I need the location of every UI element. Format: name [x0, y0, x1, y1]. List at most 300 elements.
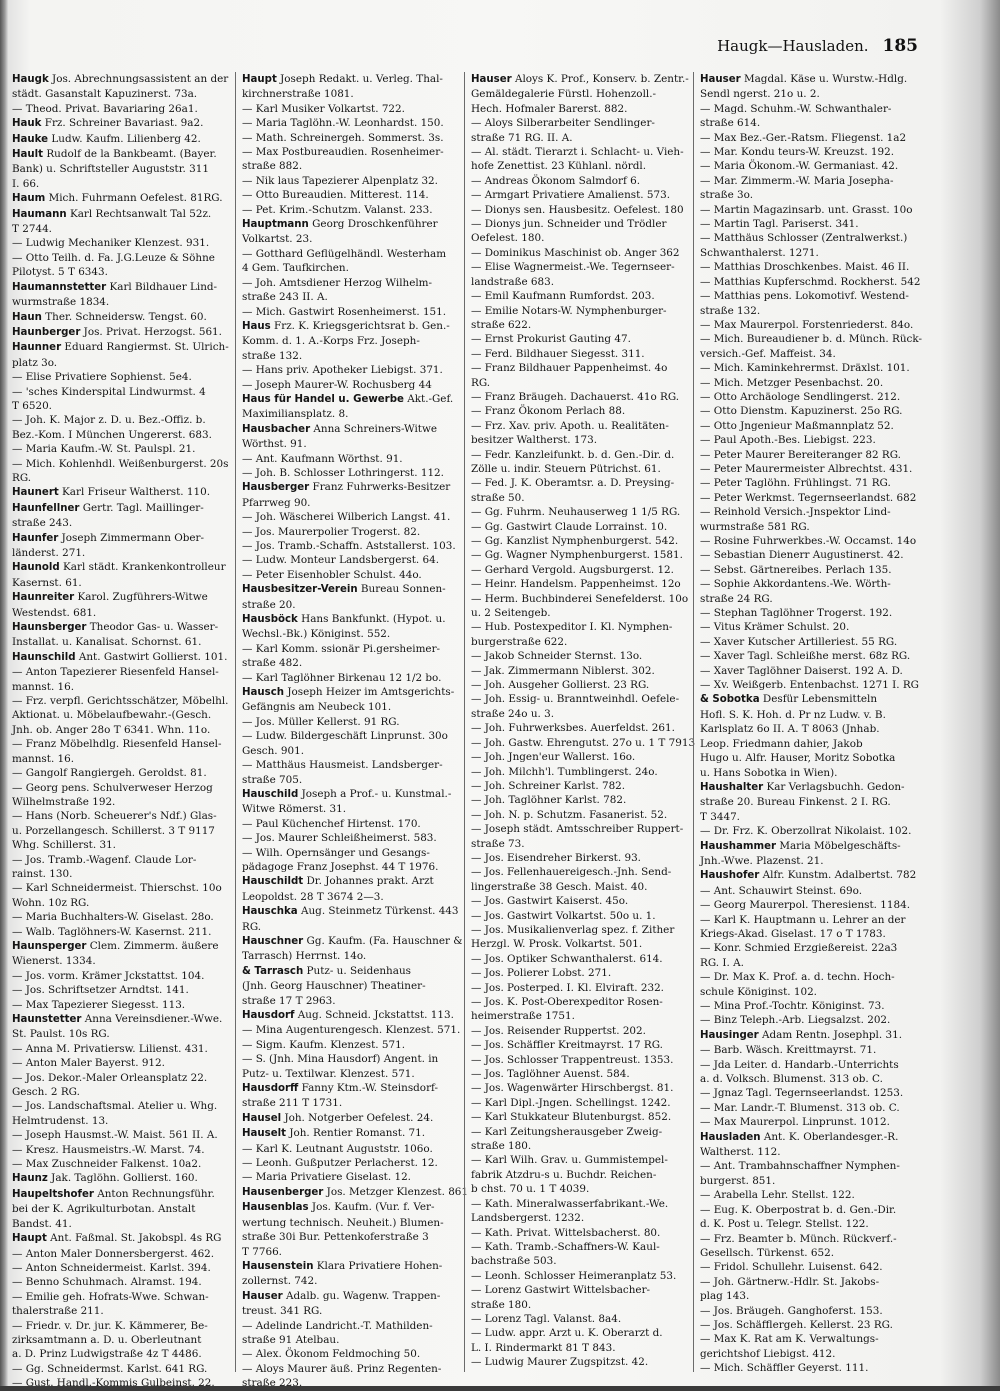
entry-surname: Haunstetter	[12, 1014, 82, 1025]
directory-entry	[700, 620, 918, 634]
directory-entry	[471, 1197, 689, 1211]
directory-entry	[242, 510, 460, 524]
entry-surname: Hausbesitzer-Verein	[242, 584, 358, 596]
entry-text: — Jos. Müller Kellerst. 91 RG.	[242, 715, 400, 728]
directory-entry	[700, 868, 918, 883]
directory-entry	[471, 1211, 689, 1225]
directory-entry	[471, 548, 689, 562]
directory-entry	[700, 606, 918, 620]
entry-surname: Hausenberger	[242, 1186, 324, 1198]
entry-text: Gefängnis am Neubeck 101.	[242, 701, 392, 714]
entry-text: — Karl K. Hauptmann u. Lehrer an der	[700, 913, 906, 926]
directory-entry	[471, 491, 689, 505]
entry-surname: Haunschild	[12, 651, 76, 663]
entry-text: — Gg. Wagner Nymphenburgerst. 1581.	[471, 549, 683, 562]
directory-entry	[242, 1156, 460, 1170]
directory-entry	[12, 1012, 231, 1027]
entry-text: Wienerst. 1334.	[12, 955, 96, 968]
directory-entry	[242, 72, 460, 87]
entry-surname: Haunz	[12, 1173, 48, 1185]
directory-entry	[471, 131, 689, 145]
directory-entry	[12, 737, 231, 751]
entry-text: — Peter Taglöhn. Frühlingst. 71 RG.	[700, 477, 891, 490]
entry-text: — Joh. N. p. Schutzm. Fasanerist. 52.	[471, 808, 668, 821]
directory-entry	[242, 217, 460, 232]
entry-text: Anton Rechnungsführ.	[97, 1187, 215, 1200]
entry-text: — Jos. vorm. Krämer Jckstattst. 104.	[12, 969, 205, 982]
entry-text: Gesellsch. Türkenst. 652.	[700, 1246, 835, 1259]
entry-text: — Emilie Notars-W. Nymphenburger-	[471, 304, 667, 317]
entry-surname: Haupt	[12, 1233, 47, 1245]
directory-columns	[6, 72, 922, 1390]
entry-text: kirchnerstraße 1081.	[242, 88, 354, 101]
entry-text: straße 24 RG.	[700, 592, 773, 605]
entry-text: — Dr. Max K. Prof. a. d. techn. Hoch-	[700, 971, 895, 984]
directory-entry	[242, 422, 460, 437]
directory-entry	[471, 880, 689, 894]
entry-text: — Fridol. Schullehr. Luisenst. 642.	[700, 1261, 883, 1274]
directory-entry	[700, 635, 918, 649]
directory-entry	[471, 332, 689, 346]
entry-text: — Jos. Maurer Schleißheimerst. 583.	[242, 832, 437, 845]
directory-entry	[242, 612, 460, 627]
entry-text: — Joh. Ausgeher Gollierst. 23 RG.	[471, 679, 650, 692]
directory-entry	[471, 1341, 689, 1355]
entry-text: — Matthias Droschkenbes. Maist. 46 II.	[700, 261, 910, 274]
directory-entry	[242, 261, 460, 275]
entry-text: Gertr. Tagl. Maillinger-	[82, 501, 204, 514]
directory-entry	[700, 491, 918, 505]
directory-entry	[12, 1362, 231, 1376]
directory-entry	[242, 1067, 460, 1081]
directory-entry	[471, 289, 689, 303]
entry-text: — Anton Maler Donnersbergerst. 462.	[12, 1247, 215, 1260]
directory-entry	[700, 898, 918, 912]
entry-text: Aloys K. Prof., Konserv. b. Zentr.-	[514, 73, 689, 85]
directory-entry	[700, 985, 918, 999]
directory-entry	[242, 802, 460, 816]
entry-text: — Mar. Landr.-T. Blumenst. 313 ob. C.	[700, 1101, 900, 1114]
entry-text: — Jos. Wagenwärter Hirschbergst. 81.	[471, 1082, 674, 1095]
directory-entry	[242, 145, 460, 159]
entry-text: — Max Tapezierer Siegesst. 113.	[12, 998, 186, 1011]
directory-entry	[242, 627, 460, 641]
directory-entry	[12, 590, 231, 605]
directory-entry	[242, 817, 460, 831]
entry-surname: Hauptmann	[242, 219, 309, 231]
directory-entry	[242, 525, 460, 539]
entry-text: straße 132.	[700, 304, 761, 317]
directory-entry	[242, 188, 460, 202]
directory-entry	[12, 531, 231, 546]
entry-text: wurmstraße 1834.	[12, 296, 110, 309]
entry-text: Eduard Rangiermst. St. Ulrich-	[64, 341, 229, 354]
directory-entry	[242, 1333, 460, 1347]
entry-text: Karl städt. Krankenkontrolleur	[63, 561, 226, 574]
directory-entry	[700, 854, 918, 868]
entry-text: Hech. Hofmaler Barerst. 882.	[471, 102, 628, 115]
directory-entry	[471, 1110, 689, 1124]
directory-column-2	[235, 72, 469, 1390]
directory-entry	[700, 810, 918, 824]
entry-text: — Ludw. appr. Arzt u. K. Oberarzt d.	[471, 1327, 663, 1340]
directory-entry	[242, 466, 460, 480]
entry-text: treust. 341 RG.	[242, 1305, 323, 1318]
directory-entry	[242, 1347, 460, 1361]
directory-entry	[471, 721, 689, 735]
directory-entry	[700, 884, 918, 898]
entry-text: straße 180.	[471, 1140, 532, 1153]
directory-entry	[471, 203, 689, 217]
entry-text: — Joh. Essig- u. Branntweinhdl. Oefele-	[471, 693, 680, 706]
directory-entry	[12, 457, 231, 471]
entry-text: — Kresz. Hausmeistrs.-W. Marst. 74.	[12, 1143, 205, 1156]
entry-text: — Maria Taglöhn.-W. Leonhardst. 150.	[242, 117, 444, 130]
directory-entry	[700, 795, 918, 809]
directory-entry	[700, 1188, 918, 1202]
entry-text: Dr. Johannes prakt. Arzt	[306, 875, 434, 888]
entry-text: — Joh. Taglöhner Karlst. 782.	[471, 794, 627, 807]
entry-text: — Joh. Schreiner Karlst. 782.	[471, 779, 626, 792]
directory-entry	[700, 1013, 918, 1027]
entry-text: Anna Schreiners-Witwe	[313, 422, 437, 435]
entry-text: lingerstraße 38 Gesch. Maist. 40.	[471, 880, 648, 893]
directory-entry	[242, 1142, 460, 1156]
entry-text: — Ludwig Maurer Zugspitzst. 42.	[471, 1356, 649, 1369]
directory-entry	[471, 1269, 689, 1283]
directory-column-4	[693, 72, 922, 1375]
entry-text: straße 622.	[471, 318, 532, 331]
entry-text: — Karl K. Leutnant Auguststr. 106o.	[242, 1142, 433, 1155]
directory-entry	[700, 664, 918, 678]
entry-text: Georg Droschkenführer	[312, 218, 438, 231]
entry-text: Hofl. S. K. Hoh. d. Pr nz Ludw. v. B.	[700, 708, 886, 721]
directory-entry	[12, 325, 231, 340]
entry-text: T 3447.	[700, 810, 740, 823]
entry-text: — Max Maurerpol. Forstenriederst. 84o.	[700, 318, 914, 331]
entry-text: — Jakob Schneider Sternst. 13o.	[471, 650, 643, 663]
directory-entry	[471, 750, 689, 764]
entry-text: — Jos. Musikalienverlag spez. f. Zither	[471, 923, 675, 936]
entry-text: straße 91 Atelbau.	[242, 1333, 340, 1346]
entry-text: — Maria Ökonom.-W. Germaniast. 42.	[700, 160, 899, 173]
directory-entry	[242, 102, 460, 116]
entry-text: Wörthst. 91.	[242, 438, 307, 451]
directory-entry	[700, 246, 918, 260]
directory-entry	[12, 102, 231, 116]
directory-entry	[242, 920, 460, 934]
directory-entry	[242, 582, 460, 597]
page-header	[717, 36, 918, 60]
directory-column-1	[6, 72, 235, 1390]
entry-text: — Aloys Silberarbeiter Sendlinger-	[471, 117, 655, 130]
entry-text: — Gg. Schneidermst. Karlst. 641 RG.	[12, 1362, 208, 1375]
entry-text: bachstraße 503.	[471, 1255, 557, 1268]
directory-entry	[12, 132, 231, 147]
entry-text: Tarrasch) Herrnst. 14o.	[242, 950, 367, 963]
entry-text: Pilotyst. 5 T 6343.	[12, 266, 108, 279]
entry-surname: Haunreiter	[12, 592, 75, 604]
entry-text: Ther. Schneidersw. Tengst. 60.	[45, 310, 207, 323]
entry-surname: Haugk	[12, 74, 49, 85]
entry-text: — Xaver Kutscher Artilleriest. 55 RG.	[700, 635, 898, 648]
directory-entry	[471, 376, 689, 390]
directory-entry	[700, 1318, 918, 1332]
entry-text: Aug. Schneid. Jckstattst. 113.	[297, 1009, 454, 1021]
directory-entry	[242, 744, 460, 758]
directory-entry	[12, 399, 231, 413]
directory-entry	[242, 1259, 460, 1274]
entry-text: — Maria Buchhalters-W. Giselast. 28o.	[12, 911, 214, 924]
directory-entry	[242, 758, 460, 772]
directory-entry	[242, 87, 460, 101]
entry-text: — Jos. Maurerpolier Trogerst. 82.	[242, 525, 421, 538]
entry-text: straße 243 II. A.	[242, 291, 328, 304]
entry-text: Maria Möbelgeschäfts-	[779, 839, 901, 852]
directory-entry	[700, 1260, 918, 1274]
entry-text: straße 73.	[471, 837, 525, 850]
entry-text: — Frz. Xav. priv. Apoth. u. Realitäten-	[471, 419, 669, 432]
directory-entry	[242, 1111, 460, 1126]
directory-entry	[242, 979, 460, 993]
directory-entry	[700, 419, 918, 433]
directory-entry	[700, 159, 918, 173]
directory-entry	[471, 952, 689, 966]
directory-entry	[700, 678, 918, 692]
entry-text: a. d. Volksch. Blumenst. 313 ob. C.	[700, 1073, 883, 1086]
entry-surname: Haunsperger	[12, 940, 87, 952]
entry-text: Joh. Rentier Romanst. 71.	[289, 1127, 426, 1140]
directory-entry	[242, 671, 460, 685]
directory-entry	[471, 404, 689, 418]
entry-text: — Gg. Kanzlist Nymphenburgerst. 542.	[471, 535, 679, 547]
entry-text: Bureau Sonnen-	[360, 583, 446, 596]
directory-entry	[12, 207, 231, 222]
directory-entry	[700, 1203, 918, 1217]
directory-entry	[242, 831, 460, 845]
entry-text: Hans Bankfunkt. (Hypot. u.	[301, 613, 446, 626]
entry-text: — Mich. Kaminkehrermst. Dräxlst. 101.	[700, 362, 910, 375]
directory-entry	[242, 1230, 460, 1244]
entry-surname: Hausböck	[242, 614, 298, 626]
directory-entry	[12, 560, 231, 575]
directory-entry	[471, 231, 689, 245]
directory-entry	[700, 941, 918, 955]
directory-entry	[12, 896, 231, 910]
directory-entry	[12, 1187, 231, 1202]
directory-entry	[471, 865, 689, 879]
entry-text: straße 20.	[242, 598, 296, 611]
directory-entry	[12, 795, 231, 809]
directory-entry	[700, 1072, 918, 1086]
entry-text: — Gotthard Geflügelhändl. Westerham	[242, 247, 447, 260]
entry-surname: Hault	[12, 149, 44, 161]
directory-entry	[242, 247, 460, 261]
directory-entry	[242, 949, 460, 963]
entry-surname: Hausel	[242, 1112, 282, 1124]
directory-entry	[471, 462, 689, 476]
entry-text: — Elise Wagnermeist.-We. Tegernseer-	[471, 261, 675, 274]
directory-entry	[242, 1185, 469, 1200]
entry-text: straße 705.	[242, 773, 303, 786]
entry-text: — Franz Bildhauer Pappenheimst. 4o	[471, 362, 668, 375]
directory-entry	[12, 1143, 231, 1157]
directory-entry	[471, 476, 689, 490]
directory-entry	[471, 1053, 689, 1067]
directory-entry	[242, 553, 460, 567]
entry-surname: Hausenstein	[242, 1260, 314, 1272]
directory-entry	[471, 390, 689, 404]
directory-entry	[700, 304, 918, 318]
entry-text: Waltherst. 112.	[700, 1146, 781, 1159]
entry-text: — Konr. Schmied Erzgießereist. 22a3	[700, 942, 898, 955]
directory-entry	[700, 708, 918, 722]
entry-text: Jos. Privat. Herzogst. 561.	[83, 325, 222, 338]
entry-text: — Benno Schuhmach. Alramst. 194.	[12, 1276, 202, 1289]
entry-text: — Ernst Prokurist Gauting 47.	[471, 333, 631, 346]
directory-entry	[12, 1247, 231, 1261]
directory-entry	[242, 1245, 460, 1259]
entry-text: — Franz Bräugeh. Dachauerst. 41o RG.	[471, 390, 680, 403]
directory-entry	[471, 620, 689, 634]
entry-text: Aug. Steinmetz Türkenst. 443	[300, 905, 459, 918]
entry-text: T 7766.	[242, 1245, 282, 1258]
entry-text: Bez.-Kom. I München Ungererst. 683.	[12, 428, 212, 441]
directory-entry	[700, 72, 918, 87]
directory-entry	[242, 773, 460, 787]
entry-text: — Aloys Maurer äuß. Prinz Regenten-	[242, 1362, 442, 1375]
entry-surname: Hauschka	[242, 906, 298, 918]
directory-entry	[471, 592, 689, 606]
entry-text: — Jos. Gastwirt Volkartst. 50o u. 1.	[471, 909, 656, 922]
entry-text: — Jos. Schäffler Kreitmayrst. 17 RG.	[471, 1039, 663, 1052]
entry-text: — Pet. Krim.-Schutzm. Valanst. 233.	[242, 203, 433, 216]
entry-text: u. Hans Sobotka in Wien).	[700, 766, 838, 779]
entry-text: besitzer Waltherst. 173.	[471, 434, 598, 447]
directory-entry	[12, 1347, 231, 1361]
entry-text: — Arabella Lehr. Stellst. 122.	[700, 1189, 855, 1202]
directory-entry	[700, 563, 918, 577]
entry-text: straße 30i Bur. Pettenkoferstraße 3	[242, 1231, 429, 1244]
entry-text: — Jos. Eisendreher Birkerst. 93.	[471, 851, 641, 864]
directory-entry	[12, 236, 231, 250]
entry-text: zollernst. 742.	[242, 1275, 318, 1288]
directory-entry	[242, 1200, 460, 1215]
entry-text: — Dionys sen. Hausbesitz. Oefelest. 180	[471, 203, 684, 216]
entry-surname: Haunner	[12, 342, 62, 354]
directory-entry	[471, 909, 689, 923]
entry-text: St. Paulst. 10s RG.	[12, 1028, 110, 1041]
entry-text: Alfr. Kunstm. Adalbertst. 782	[762, 869, 917, 882]
entry-text: — Karl Zeitungsherausgeber Zweig-	[471, 1125, 663, 1138]
directory-entry	[242, 334, 460, 348]
entry-text: — Mar. Zimmerm.-W. Maria Josepha-	[700, 174, 894, 187]
entry-text: Oefelest. 180.	[471, 232, 545, 245]
directory-entry	[12, 1376, 231, 1390]
directory-entry	[242, 934, 463, 949]
directory-entry	[471, 1326, 689, 1340]
entry-text: Theodor Gas- u. Wasser-	[89, 621, 219, 634]
entry-text: Joseph Redakt. u. Verleg. Thal-	[280, 73, 443, 85]
directory-entry	[471, 563, 689, 577]
entry-text: — Max Maurerpol. Linprunst. 1012.	[700, 1116, 890, 1129]
directory-entry	[12, 824, 231, 838]
entry-text: — Mina Augenturengesch. Klenzest. 571.	[242, 1024, 461, 1037]
entry-text: Anna Vereinsdiener.-Wwe.	[84, 1013, 223, 1025]
entry-text: — Jgnaz Tagl. Tegernseerlandst. 1253.	[700, 1087, 904, 1100]
directory-entry	[12, 606, 231, 620]
entry-text: — Stephan Taglöhner Trogerst. 192.	[700, 607, 893, 620]
entry-text: — Matthias pens. Lokomotivf. Westend-	[700, 290, 909, 303]
entry-text: — Magd. Schuhm.-W. Schwanthaler-	[700, 102, 892, 115]
entry-text: mannst. 16.	[12, 680, 75, 693]
directory-entry	[471, 1125, 689, 1139]
entry-text: — Joh. K. Major z. D. u. Bez.-Offiz. b.	[12, 414, 206, 427]
entry-text: — Karl Musiker Volkartst. 722.	[242, 102, 405, 115]
entry-text: städt. Gasanstalt Kapuzinerst. 73a.	[12, 88, 198, 101]
directory-entry	[12, 428, 231, 442]
entry-text: — Lorenz Gastwirt Wittelsbacher-	[471, 1284, 651, 1297]
entry-text: — Karl Stukkateur Blutenburgst. 852.	[471, 1111, 672, 1124]
directory-entry	[12, 983, 231, 997]
directory-entry	[471, 520, 689, 534]
entry-text: — Karl Taglöhner Birkenau 12 1/2 bo.	[242, 671, 442, 684]
directory-entry	[471, 1081, 689, 1095]
entry-text: mannst. 16.	[12, 752, 75, 765]
directory-entry	[12, 1217, 231, 1231]
entry-text: — Nik laus Tapezierer Alpenplatz 32.	[242, 174, 438, 187]
entry-surname: Hauser	[242, 1290, 283, 1302]
entry-text: — Joh. Wäscherei Wilberich Langst. 41.	[242, 511, 451, 524]
directory-entry	[700, 1332, 918, 1346]
directory-entry	[12, 1056, 231, 1070]
directory-entry	[700, 1347, 918, 1361]
directory-entry	[12, 1085, 231, 1099]
entry-text: — Andreas Ökonom Salmdorf 6.	[471, 174, 641, 187]
directory-entry	[471, 1226, 689, 1240]
directory-entry	[471, 851, 689, 865]
entry-text: — Rosine Fuhrwerkbes.-W. Occamst. 14o	[700, 535, 917, 547]
entry-text: straße 211 T 1731.	[242, 1097, 343, 1110]
directory-entry	[242, 994, 460, 1008]
entry-text: straße 132.	[242, 349, 303, 362]
directory-entry	[700, 1232, 918, 1246]
directory-entry	[12, 853, 231, 867]
directory-entry	[12, 191, 231, 206]
directory-entry	[471, 1240, 689, 1254]
directory-entry	[700, 433, 918, 447]
entry-surname: Hauke	[12, 133, 49, 145]
directory-entry	[12, 280, 231, 295]
directory-entry	[12, 620, 231, 635]
entry-text: Karol. Zugführers-Witwe	[77, 591, 208, 604]
entry-text: — Jos. Bräugeh. Ganghoferst. 153.	[700, 1304, 883, 1317]
directory-entry	[471, 505, 689, 519]
entry-text: straße 882.	[242, 160, 303, 173]
entry-text: — Theod. Privat. Bavariaring 26a1.	[12, 102, 198, 115]
directory-entry	[700, 289, 918, 303]
directory-entry	[700, 1101, 918, 1115]
directory-entry	[242, 232, 460, 246]
directory-entry	[12, 370, 231, 384]
directory-entry	[471, 275, 689, 289]
entry-text: RG.	[471, 376, 491, 389]
entry-text: — Jos. Reisender Ruppertst. 202.	[471, 1024, 646, 1037]
entry-text: Karl Rechtsanwalt Tal 52z.	[69, 207, 212, 220]
entry-surname: Haumannstetter	[12, 281, 107, 293]
directory-entry	[471, 649, 689, 663]
entry-text: — Franz Ökonom Perlach 88.	[471, 405, 626, 418]
